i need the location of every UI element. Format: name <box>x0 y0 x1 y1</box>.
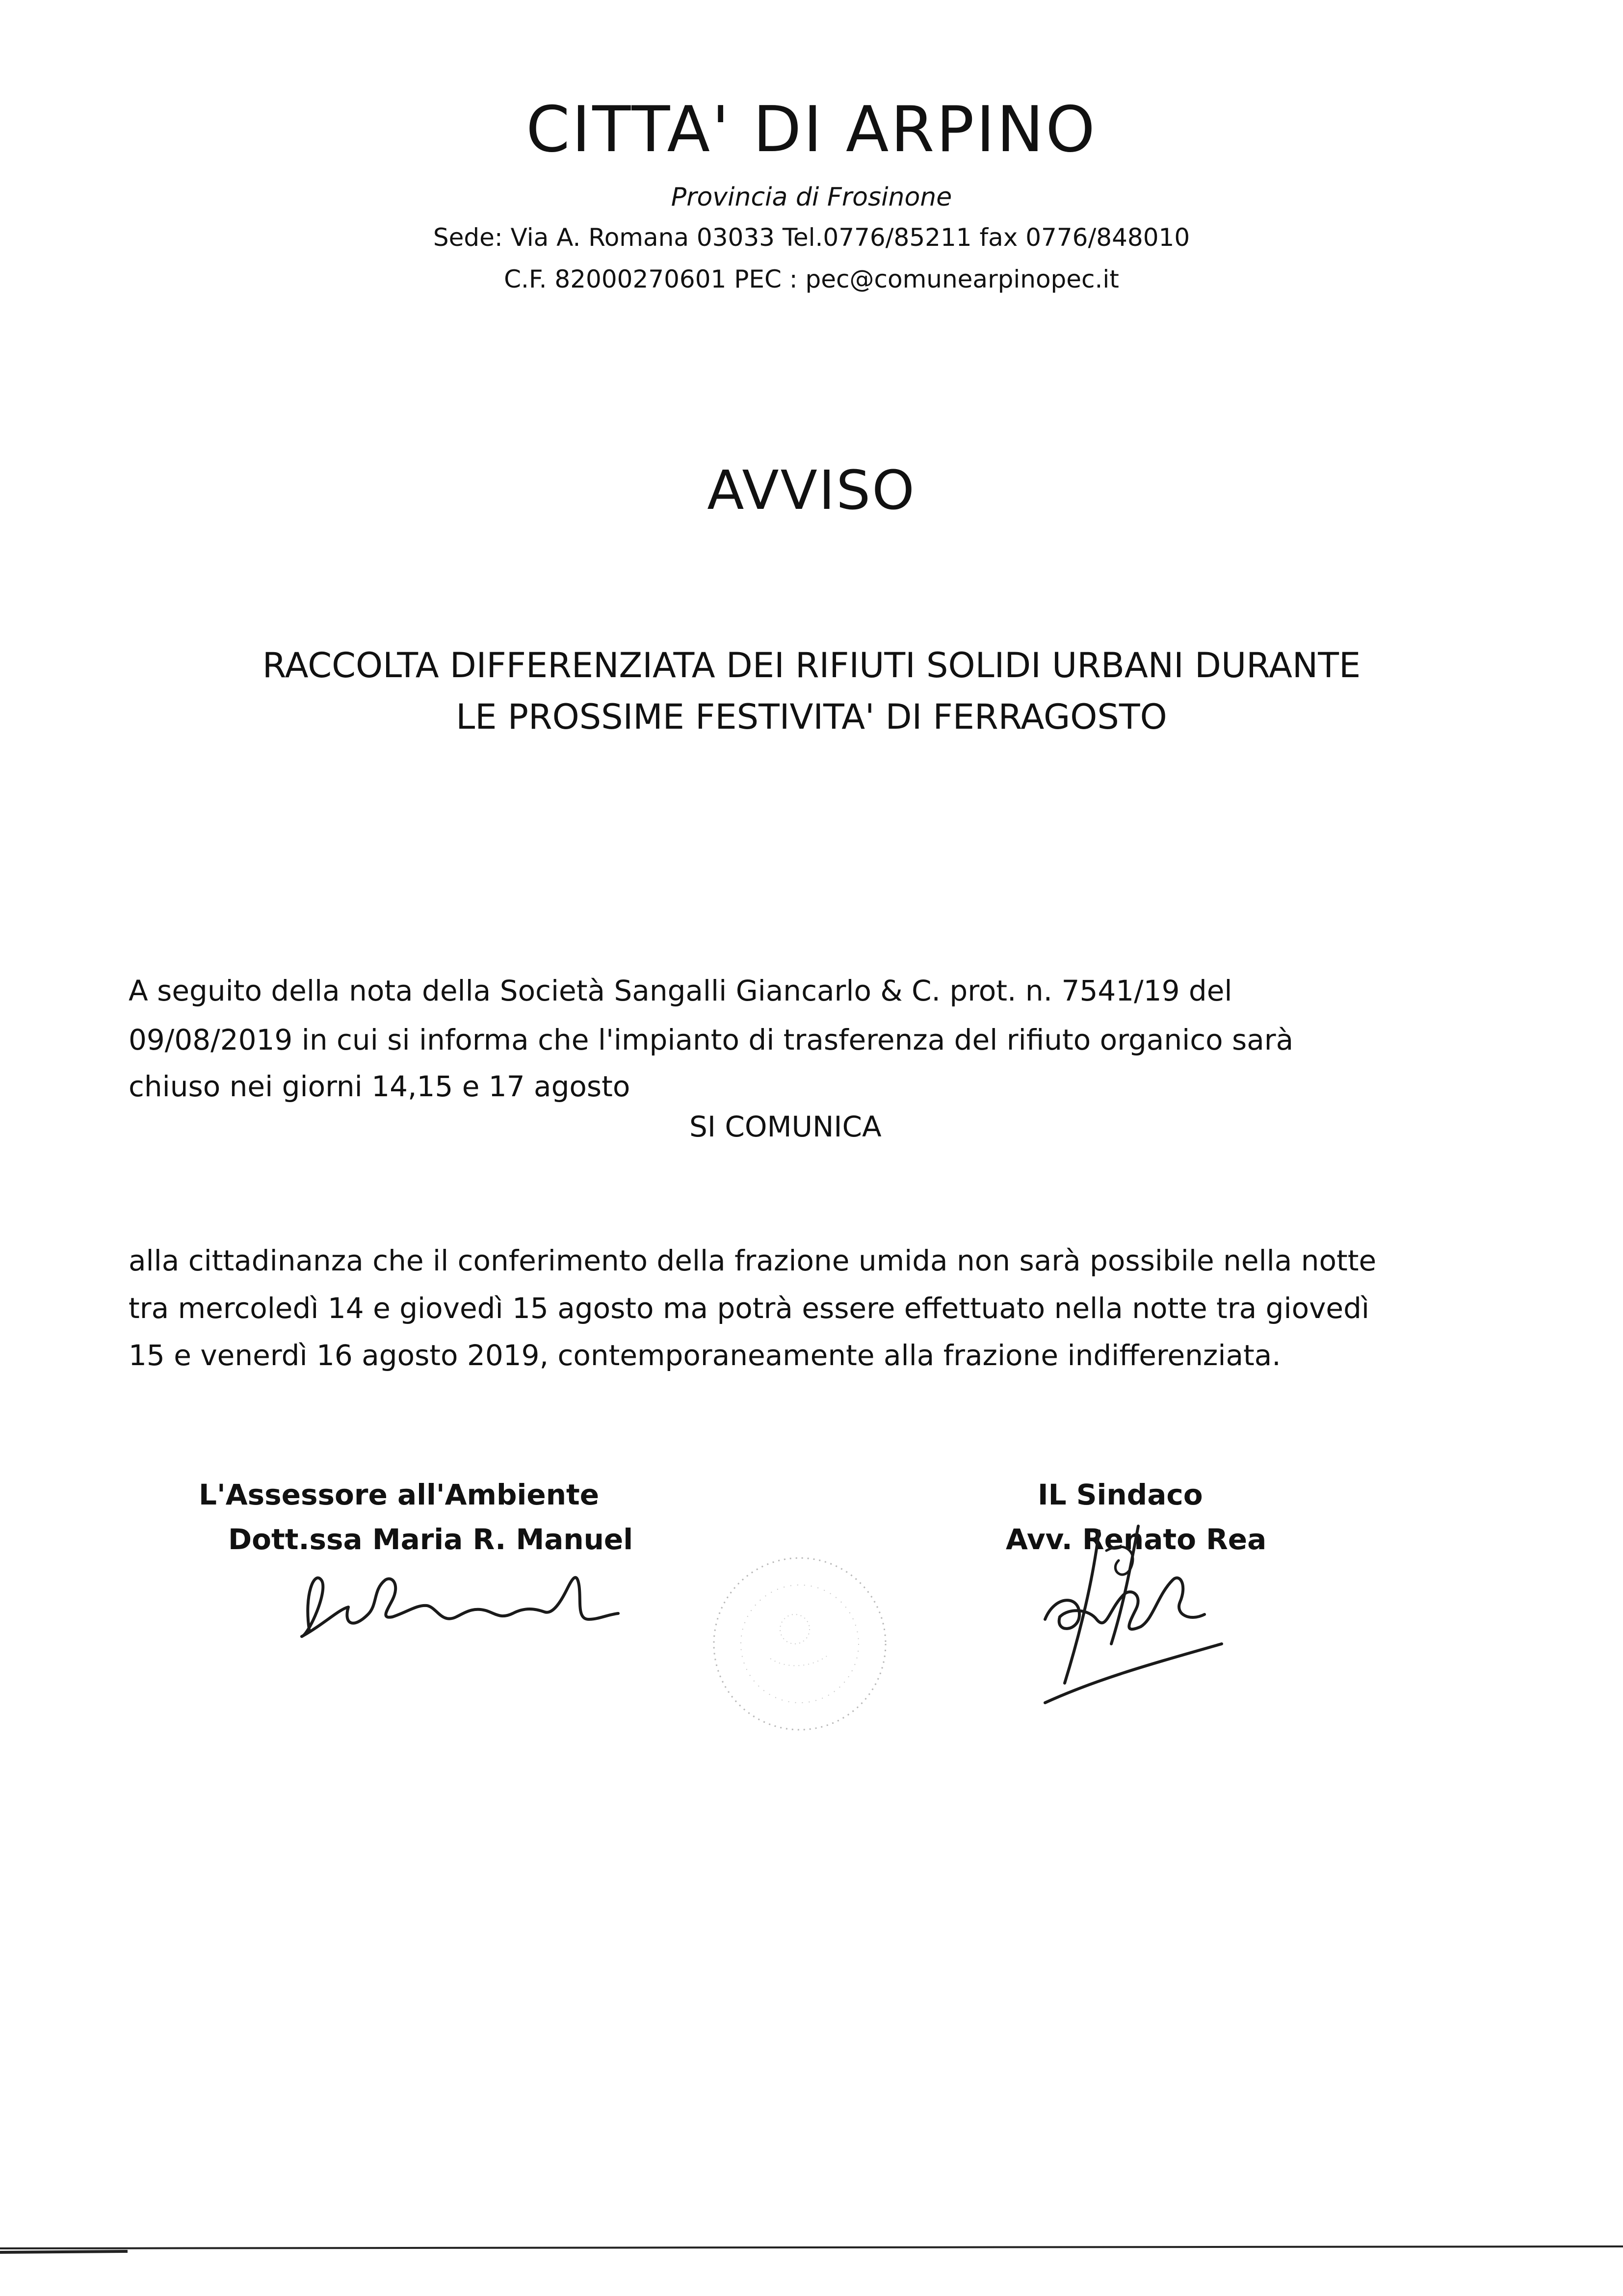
subject-line: RACCOLTA DIFFERENZIATA DEI RIFIUTI SOLIDI URBANI DURANTE <box>262 645 1361 686</box>
assessore-name: Dott.ssa Maria R. Manuel <box>228 1523 633 1556</box>
sindaco-title: IL Sindaco <box>1038 1478 1203 1511</box>
body-text-line: tra mercoledì 14 e giovedì 15 agosto ma potrà essere effettuato nella notte tra giovedì <box>129 1292 1370 1325</box>
address-line: Sede: Via A. Romana 03033 Tel.0776/85211 fax 0776/848010 <box>433 223 1190 252</box>
body-text-line: alla cittadinanza che il conferimento della frazione umida non sarà possibile nella notte <box>129 1244 1377 1277</box>
city-title: CITTA' DI ARPINO <box>526 93 1097 166</box>
body-text-line: A seguito della nota della Società Sangalli Giancarlo & C. prot. n. 7541/19 del <box>129 974 1232 1007</box>
scan-edge-line <box>0 2243 1623 2257</box>
announcement-heading: SI COMUNICA <box>689 1110 882 1143</box>
assessore-signature <box>294 1551 638 1659</box>
province-line: Provincia di Frosinone <box>671 183 952 212</box>
official-stamp-image <box>697 1541 903 1747</box>
notice-title: AVVISO <box>707 459 916 522</box>
body-text-line: 15 e venerdì 16 agosto 2019, contemporaneamente alla frazione indifferenziata. <box>129 1339 1281 1372</box>
assessore-title: L'Assessore all'Ambiente <box>199 1478 600 1511</box>
sindaco-name: Avv. Renato Rea <box>1006 1523 1267 1556</box>
tax-pec-line: C.F. 82000270601 PEC : pec@comunearpinopec.it <box>504 265 1119 293</box>
sindaco-signature <box>1025 1521 1251 1708</box>
subject-line: LE PROSSIME FESTIVITA' DI FERRAGOSTO <box>456 697 1167 737</box>
body-text-line: 09/08/2019 in cui si informa che l'impianto di trasferenza del rifiuto organico sarà <box>129 1023 1294 1056</box>
body-text-line: chiuso nei giorni 14,15 e 17 agosto <box>129 1070 630 1103</box>
